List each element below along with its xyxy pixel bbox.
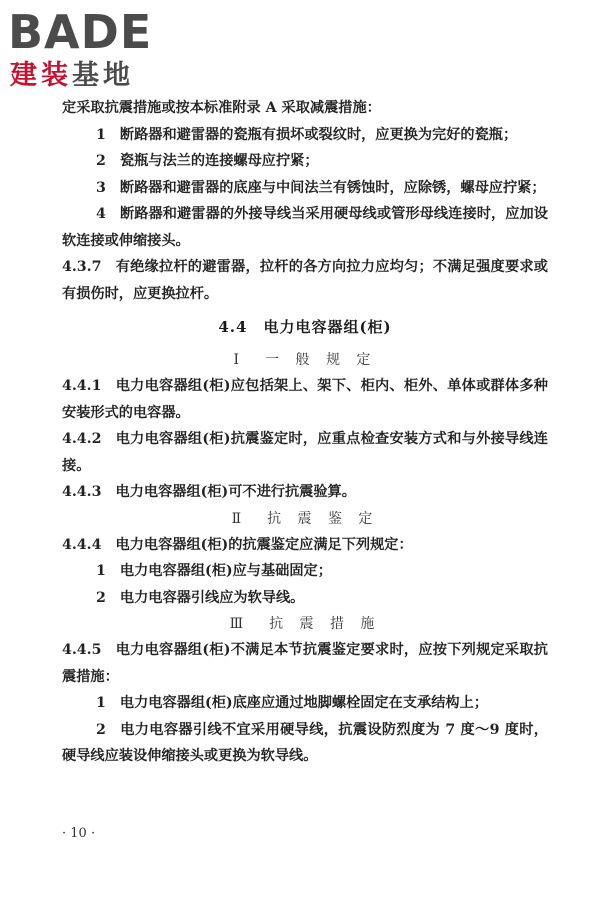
bade-logo: [8, 6, 183, 96]
item-text: 断路器和避雷器的瓷瓶有损坏或裂纹时，应更换为完好的瓷瓶；: [119, 126, 518, 143]
logo-subtitle: [10, 60, 134, 92]
item-number: 4: [96, 206, 106, 222]
list-item: [62, 148, 548, 175]
page-number: · 10 ·: [62, 826, 96, 841]
clause-4-4-3: [62, 479, 548, 506]
logo-subtitle-part1: 建装: [10, 60, 72, 91]
continued-paragraph: 定采取抗震措施或按本标准附录 A 采取减震措施：: [62, 100, 381, 116]
list-item: [62, 175, 548, 202]
item-text: 电力电容器组(柜)底座应通过地脚螺栓固定在支承结构上；: [119, 695, 488, 711]
clause-text: 电力电容器组(柜)的抗震鉴定应满足下列规定：: [115, 536, 413, 553]
clause-4-4-4: [62, 532, 548, 559]
item-number: 2: [96, 589, 106, 606]
item-text: 电力电容器引线应为软导线。: [119, 589, 305, 606]
subsection-title-measures: Ⅲ 抗 震 措 施: [229, 616, 381, 632]
subsection-title-general: Ⅰ 一 般 规 定: [233, 352, 377, 368]
item-text: 断路器和避雷器的外接导线当采用硬母线或管形母线连接时，应加设软连接或伸缩接头。: [62, 206, 548, 249]
item-number: 3: [96, 179, 106, 196]
clause-number: 4.3.7: [62, 259, 102, 275]
logo-subtitle-part2: 基地: [72, 60, 134, 91]
list-item: [62, 717, 548, 770]
clause-text: 电力电容器组(柜)可不进行抗震验算。: [115, 484, 356, 500]
item-number: 1: [96, 126, 106, 143]
clause-number: 4.4.1: [62, 378, 102, 394]
clause-number: 4.4.3: [62, 484, 102, 500]
clause-4-3-7: [62, 254, 548, 307]
list-item: [62, 585, 548, 612]
clause-4-4-1: [62, 373, 548, 426]
item-number: 2: [96, 721, 106, 738]
clause-text: 电力电容器组(柜)抗震鉴定时，应重点检查安装方式和与外接导线连接。: [62, 431, 548, 474]
clause-4-4-2: [62, 426, 548, 479]
clause-text: 电力电容器组(柜)不满足本节抗震鉴定要求时，应按下列规定采取抗震措施：: [62, 642, 548, 685]
clause-text: 有绝缘拉杆的避雷器，拉杆的各方向拉力应均匀；不满足强度要求或有损伤时，应更换拉杆。: [62, 259, 548, 302]
item-text: 断路器和避雷器的底座与中间法兰有锈蚀时，应除锈，螺母应拧紧；: [119, 179, 546, 196]
clause-number: 4.4.2: [62, 431, 102, 447]
clause-number: 4.4.4: [62, 536, 102, 553]
item-text: 电力电容器组(柜)应与基础固定；: [119, 563, 332, 579]
list-item: [62, 122, 548, 149]
logo-brand: BADE: [8, 5, 153, 59]
section-title: 4.4 电力电容器组(柜): [218, 318, 392, 336]
item-number: 1: [96, 563, 106, 579]
clause-number: 4.4.5: [62, 642, 102, 658]
list-item: [62, 558, 548, 585]
document-body: [62, 95, 548, 770]
list-item: [62, 690, 548, 717]
clause-text: 电力电容器组(柜)应包括架上、架下、柜内、柜外、单体或群体多种安装形式的电容器。: [62, 378, 548, 421]
item-number: 2: [96, 153, 106, 169]
item-text: 电力电容器引线不宜采用硬导线，抗震设防烈度为 7 度～9 度时，硬导线应装设伸缩接头或更换为软导线。: [62, 721, 548, 764]
list-item: [62, 201, 548, 254]
item-text: 瓷瓶与法兰的连接螺母应拧紧；: [119, 153, 319, 169]
subsection-title-appraisal: Ⅱ 抗 震 鉴 定: [231, 510, 379, 527]
clause-4-4-5: [62, 637, 548, 690]
item-number: 1: [96, 695, 106, 711]
